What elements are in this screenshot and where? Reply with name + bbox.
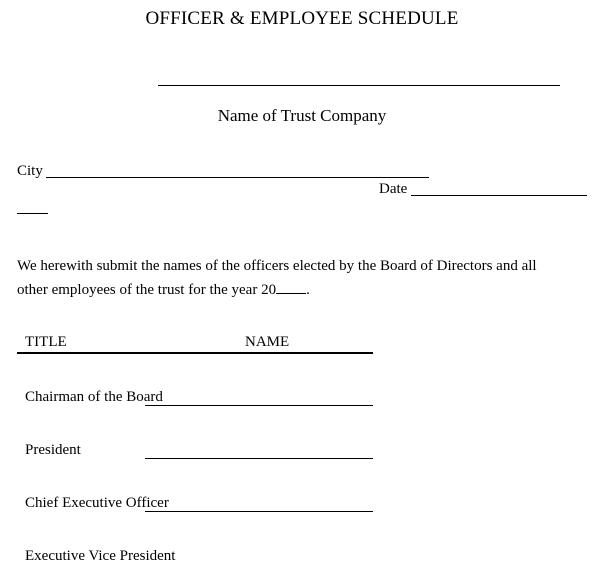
date-field-continuation[interactable] (17, 213, 48, 214)
header-rule (17, 352, 373, 354)
name-field-chairman[interactable] (145, 405, 373, 406)
name-column-header: NAME (245, 334, 290, 350)
title-column-header: TITLE (25, 334, 67, 350)
intro-line-2-end: . (306, 282, 310, 298)
name-field-ceo[interactable] (145, 511, 373, 512)
company-name-field[interactable] (158, 85, 560, 86)
row-title-ceo: Chief Executive Officer (25, 495, 169, 511)
row-title-evp: Executive Vice President (25, 548, 176, 564)
date-label: Date (379, 181, 408, 197)
row-title-chairman: Chairman of the Board (25, 389, 163, 405)
intro-line-2 (17, 278, 587, 302)
intro-line-1: We herewith submit the names of the officers elected by the Board of Directors and all (17, 258, 537, 274)
company-name-label: Name of Trust Company (217, 106, 387, 125)
name-field-president[interactable] (145, 458, 373, 459)
city-label: City (17, 163, 43, 179)
row-title-president: President (25, 442, 81, 458)
intro-paragraph (17, 255, 587, 302)
document-title: OFFICER & EMPLOYEE SCHEDULE (145, 8, 459, 29)
intro-line-2-text: other employees of the trust for the year 20 (17, 282, 277, 298)
date-field[interactable] (411, 195, 587, 196)
year-field[interactable] (276, 278, 306, 294)
city-field[interactable] (46, 177, 429, 178)
